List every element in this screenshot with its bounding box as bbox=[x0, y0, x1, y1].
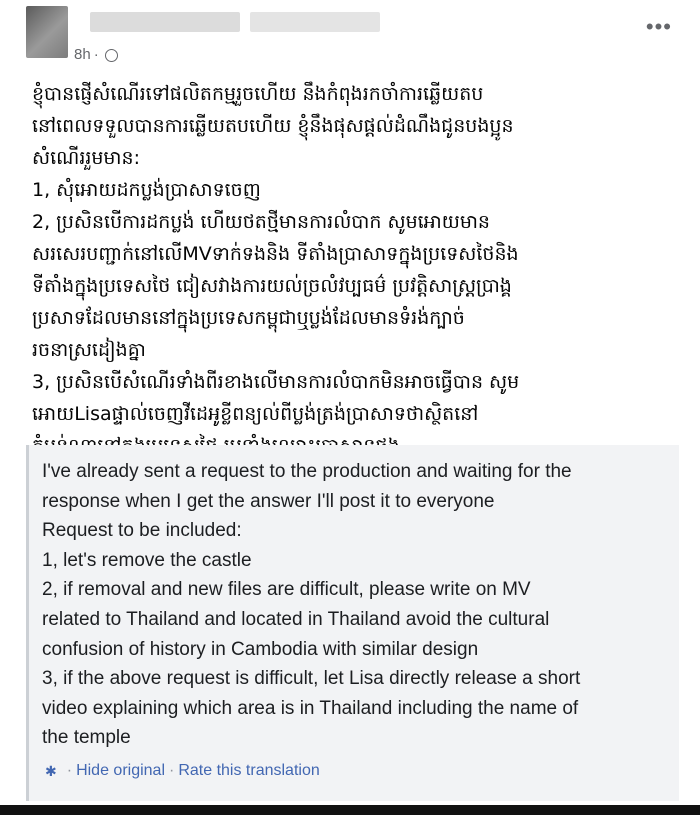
translation-line: I've already sent a request to the production and waiting for the bbox=[42, 461, 572, 482]
translation-line: 2, if removal and new files are difficult, please write on MV bbox=[42, 579, 531, 601]
globe-icon bbox=[105, 49, 118, 62]
bottom-edge-bar bbox=[0, 805, 700, 815]
post-text-original bbox=[32, 78, 687, 462]
separator-dot: · bbox=[169, 762, 175, 779]
separator-dot: · bbox=[93, 46, 99, 63]
translation-line: the temple bbox=[42, 727, 131, 749]
translation-line: 3, if the above request is difficult, let Lisa directly release a short bbox=[42, 668, 581, 690]
original-text-line: ទីតាំងក្នុងប្រទេសថៃ ជៀសវាងការយល់ច្រលំវប្បធម៌ ប្រវត្តិសាស្រ្តប្រាង្គ bbox=[32, 275, 512, 297]
translation-box bbox=[26, 445, 679, 801]
original-text-line: ប្រសាទដែលមាននៅក្នុងប្រទេសកម្ពុជាឬប្លង់ដែលមានទំរង់ក្បាច់ bbox=[32, 307, 465, 329]
separator-dot: · bbox=[66, 762, 73, 779]
original-text-line: 1, សុំអោយដកប្លង់ប្រាសាទចេញ bbox=[32, 179, 261, 201]
post-meta bbox=[74, 46, 118, 63]
original-text-line: 3, ប្រសិនបើសំណើរទាំងពីរខាងលើមានការលំបាកមិនអាចធ្វើបាន សូម bbox=[32, 371, 520, 393]
original-text-line: រចនាស្រដៀងគ្នា bbox=[32, 339, 146, 361]
more-options-button[interactable]: ••• bbox=[645, 14, 672, 39]
original-text-line: សរសេរបញ្ជាក់នៅលើMVទាក់ទងនិង ទីតាំងប្រាសាទក្នុងប្រទេសថៃនិង bbox=[32, 243, 519, 265]
original-text-line: 2, ប្រសិនបើការដកប្លង់ ហើយថតថ្មីមានការលំបាក សូមអោយមាន bbox=[32, 211, 490, 233]
translation-line: related to Thailand and located in Thailand avoid the cultural bbox=[42, 608, 550, 630]
translation-line: Request to be included: bbox=[42, 520, 242, 542]
translation-line: video explaining which area is in Thailand including the name of bbox=[42, 697, 579, 719]
hide-original-link[interactable]: Hide original bbox=[76, 762, 165, 779]
original-text-line: សំណើររួមមាន: bbox=[32, 147, 140, 169]
author-name-blurred-2 bbox=[250, 12, 380, 32]
translation-actions bbox=[45, 762, 320, 780]
translation-text bbox=[42, 457, 672, 753]
translation-line: confusion of history in Cambodia with similar design bbox=[42, 638, 479, 660]
original-text-line: នៅពេលទទួលបានការឆ្លើយតបហើយ ខ្ញុំនឹងផុសផ្តល់ដំណឹងជូនបងប្អូន bbox=[32, 115, 514, 137]
avatar[interactable] bbox=[26, 6, 68, 58]
translation-line: 1, let's remove the castle bbox=[42, 549, 252, 571]
original-text-line: អោយLisaផ្ទាល់ចេញវីដេអូខ្លីពន្យល់ពីប្លង់ត្រង់ប្រាសាទថាស្ថិតនៅ bbox=[32, 403, 479, 425]
post-time[interactable]: 8h bbox=[74, 46, 91, 63]
author-name-blurred[interactable] bbox=[90, 12, 240, 32]
rate-translation-link[interactable]: Rate this translation bbox=[178, 762, 320, 779]
translation-line: response when I get the answer I'll post it to everyone bbox=[42, 490, 495, 512]
gear-icon: ✱ bbox=[45, 762, 57, 779]
original-text-line: ខ្ញុំបានផ្ញើសំណើរទៅផលិតកម្មរួចហើយ នឹងកំពុងរកចាំការឆ្លើយតប bbox=[32, 83, 484, 105]
